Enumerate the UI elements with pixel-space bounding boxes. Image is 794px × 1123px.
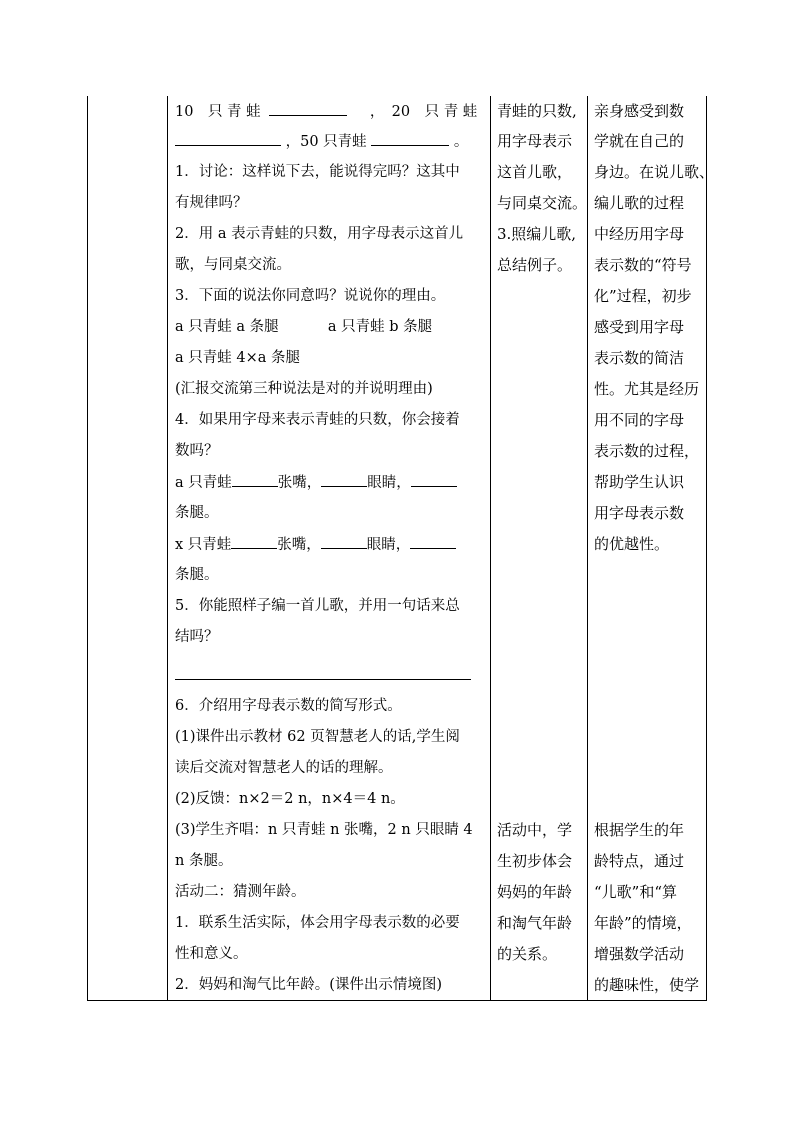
answer-blank bbox=[269, 101, 347, 116]
text-line: 有规律吗？ bbox=[175, 195, 248, 211]
text-run: ，50 只青蛙 bbox=[285, 134, 367, 150]
text-line: 帮助学生认识 bbox=[594, 473, 685, 491]
text-line: 青蛙的只数, bbox=[497, 102, 577, 120]
text-line bbox=[175, 131, 468, 152]
text-line: 与同桌交流。 bbox=[497, 194, 588, 212]
text-run: 10 只 青 蛙 bbox=[175, 104, 261, 120]
text-line: 身边。在说儿歌、 bbox=[594, 163, 715, 181]
text-run: x 只青蛙 bbox=[175, 537, 232, 553]
text-line: 数吗？ bbox=[175, 443, 219, 459]
text-line: 3．下面的说法你同意吗？说说你的理由。 bbox=[175, 288, 446, 304]
table-column-blank bbox=[87, 96, 167, 1001]
text-line: (1)课件出示教材 62 页智慧老人的话,学生阅 bbox=[175, 729, 460, 745]
text-line: 这首儿歌， bbox=[497, 163, 573, 181]
text-line: 1．讨论：这样说下去，能说得完吗？这其中 bbox=[175, 164, 460, 180]
text-line: 条腿。 bbox=[175, 505, 219, 521]
text-line: 表示数的过程， bbox=[594, 442, 700, 460]
text-line: “儿歌”和“算 bbox=[594, 883, 678, 901]
text-line: 感受到用字母 bbox=[594, 318, 685, 336]
answer-blank bbox=[371, 131, 449, 146]
text-line: 的趣味性，使学 bbox=[594, 976, 700, 994]
text-line: 2．用 a 表示青蛙的只数，用字母表示这首儿 bbox=[175, 226, 464, 242]
text-line: 妈妈的年龄 bbox=[497, 883, 573, 901]
text-line: 根据学生的年 bbox=[594, 821, 685, 839]
answer-blank bbox=[231, 534, 277, 549]
text-line: 4．如果用字母来表示青蛙的只数，你会接着 bbox=[175, 412, 460, 428]
text-line: 亲身感受到数 bbox=[594, 102, 685, 120]
text-line: 生初步体会 bbox=[497, 852, 573, 870]
text-line: 的关系。 bbox=[497, 945, 558, 963]
text-line: 性。尤其是经历 bbox=[594, 380, 700, 398]
text-line: 5．你能照样子编一首儿歌，并用一句话来总 bbox=[175, 598, 460, 614]
text-line: 总结例子。 bbox=[497, 256, 573, 274]
text-run: 张嘴， bbox=[277, 537, 321, 553]
text-line: 增强数学活动 bbox=[594, 945, 685, 963]
text-line: 6．介绍用字母表示数的简写形式。 bbox=[175, 698, 402, 714]
text-line: 用字母表示 bbox=[497, 132, 573, 150]
answer-blank bbox=[411, 472, 457, 487]
table-column-intent bbox=[587, 96, 715, 1001]
text-line: 2．妈妈和淘气比年龄。(课件出示情境图) bbox=[175, 977, 443, 993]
text-run: a 只青蛙 b 条腿 bbox=[327, 319, 433, 335]
text-run: 眼睛， bbox=[366, 537, 411, 553]
text-line bbox=[175, 101, 477, 122]
text-line: 活动二：猜测年龄。 bbox=[175, 884, 306, 900]
answer-blank bbox=[410, 534, 456, 549]
table-column-activity bbox=[490, 96, 587, 1001]
text-line: 读后交流对智慧老人的话的理解。 bbox=[175, 760, 393, 776]
text-line: (3)学生齐唱：n 只青蛙 n 张嘴，2 n 只眼睛 4 bbox=[175, 822, 473, 838]
answer-line bbox=[175, 679, 471, 680]
answer-blank bbox=[321, 534, 367, 549]
text-run: 张嘴， bbox=[277, 475, 322, 491]
text-run: ， 20 只 青 蛙 bbox=[369, 104, 478, 120]
text-line: 3.照编儿歌, bbox=[497, 225, 577, 243]
text-line: (2)反馈：n×2＝2 n，n×4＝4 n。 bbox=[175, 791, 405, 807]
text-line: (汇报交流第三种说法是对的并说明理由) bbox=[175, 381, 433, 397]
text-line: 1．联系生活实际，体会用字母表示数的必要 bbox=[175, 915, 460, 931]
answer-blank bbox=[175, 131, 281, 146]
text-run: 。 bbox=[453, 134, 469, 150]
text-line: 的优越性。 bbox=[594, 535, 670, 553]
text-line: 歌，与同桌交流。 bbox=[175, 257, 291, 273]
text-line: 结吗？ bbox=[175, 629, 219, 645]
text-line: 和淘气年龄 bbox=[497, 914, 573, 932]
text-line: 龄特点，通过 bbox=[594, 852, 685, 870]
answer-blank bbox=[232, 472, 278, 487]
text-line bbox=[175, 472, 457, 493]
text-line: 条腿。 bbox=[175, 567, 219, 583]
text-line: 表示数的“符号 bbox=[594, 256, 692, 274]
text-line: 表示数的简洁 bbox=[594, 349, 685, 367]
text-line: 用不同的字母 bbox=[594, 411, 685, 429]
text-line bbox=[175, 317, 432, 337]
table-bottom-border bbox=[87, 1000, 707, 1001]
text-line: 中经历用字母 bbox=[594, 225, 685, 243]
text-line: 性和意义。 bbox=[175, 946, 248, 962]
text-line bbox=[175, 534, 456, 555]
text-line: n 条腿。 bbox=[175, 853, 233, 869]
text-line: 学就在自己的 bbox=[594, 132, 685, 150]
table-column-process bbox=[167, 96, 490, 1001]
text-run: 眼睛， bbox=[367, 475, 411, 491]
text-run: a 只青蛙 bbox=[175, 475, 232, 491]
text-line: a 只青蛙 4×a 条腿 bbox=[175, 350, 300, 366]
text-line: 化”过程，初步 bbox=[594, 287, 692, 305]
text-line: 活动中，学 bbox=[497, 821, 573, 839]
answer-blank bbox=[321, 472, 367, 487]
text-line: 编儿歌的过程 bbox=[594, 194, 685, 212]
text-run: a 只青蛙 a 条腿 bbox=[175, 319, 279, 335]
text-line: 年龄”的情境， bbox=[594, 914, 692, 932]
text-line: 用字母表示数 bbox=[594, 504, 685, 522]
